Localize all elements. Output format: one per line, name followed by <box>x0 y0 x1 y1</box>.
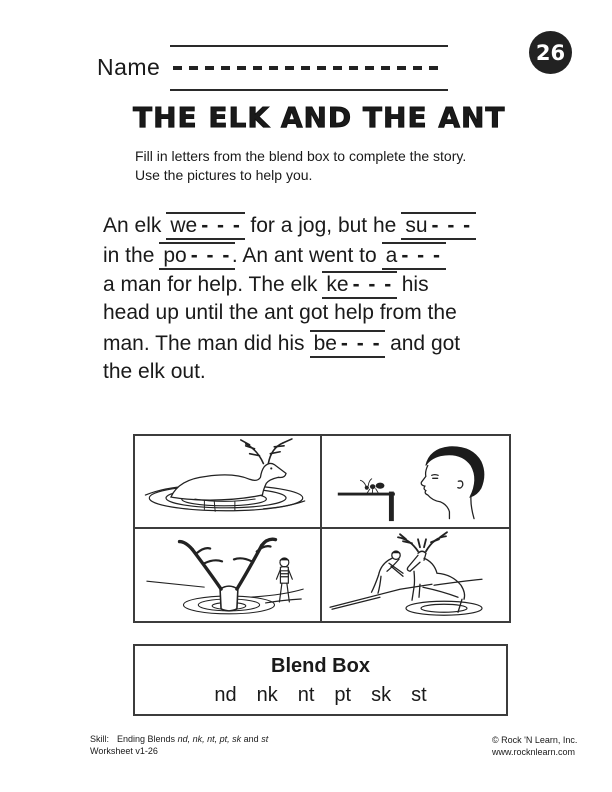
elk-swimming-illustration <box>135 436 320 527</box>
skill-blends: nd, nk, nt, pt, sk <box>177 734 242 744</box>
blend-item-nk: nk <box>256 684 278 706</box>
story-line-5 <box>103 330 563 360</box>
blend-item-nd: nd <box>214 684 237 706</box>
skill-line <box>90 734 268 746</box>
instructions-text: Fill in letters from the blend box to complete the story. Use the pictures to help you. <box>135 148 467 183</box>
blank-dashes: - - - <box>401 243 442 267</box>
blank-hint: we <box>170 214 198 237</box>
story-line-2 <box>103 242 563 272</box>
ant-and-man-illustration <box>322 436 509 527</box>
skill-last-blend: st <box>261 734 269 744</box>
fill-in-blank-kept[interactable] <box>322 271 396 299</box>
blank-hint: su <box>405 214 428 237</box>
blend-item-sk: sk <box>371 684 392 706</box>
story-line-4 <box>103 301 563 331</box>
picture-grid <box>133 434 511 623</box>
story-segment: . An ant went to <box>231 243 377 267</box>
copyright-text: © Rock 'N Learn, Inc. <box>492 735 578 745</box>
name-line-dashes <box>173 66 445 70</box>
fill-in-blank-sunk[interactable] <box>401 212 475 240</box>
blank-dashes: - - - <box>190 243 231 267</box>
blank-dashes: - - - <box>352 273 393 296</box>
blank-hint: po <box>163 243 187 267</box>
story-line-3 <box>103 271 563 301</box>
blank-hint: a <box>385 243 398 267</box>
name-write-line[interactable] <box>170 45 448 91</box>
worksheet-title: THE ELK AND THE ANT <box>133 101 506 134</box>
story-segment: head up until the ant got help from the <box>103 300 457 324</box>
blend-box-title: Blend Box <box>271 655 370 677</box>
skill-label: Skill: <box>90 734 110 744</box>
fill-in-blank-ask[interactable] <box>382 242 446 270</box>
picture-elk-antlers-above-water <box>135 529 322 622</box>
name-label: Name <box>97 54 161 80</box>
blank-hint: ke <box>326 273 349 296</box>
story-segment: his <box>401 273 429 296</box>
fill-in-blank-pond[interactable] <box>159 242 235 270</box>
footer-publisher-info <box>492 735 577 758</box>
man-helping-elk-illustration <box>322 529 509 622</box>
story-line-6 <box>103 360 563 390</box>
picture-elk-swimming-in-pond <box>135 436 322 529</box>
website-text: www.rocknlearn.com <box>492 746 576 757</box>
story-segment: in the <box>103 243 155 267</box>
blend-item-nt: nt <box>297 684 315 706</box>
story-segment: a man for help. The elk <box>103 273 318 296</box>
story-segment: An elk <box>103 214 162 237</box>
picture-ant-talking-to-man <box>322 436 509 529</box>
blend-box <box>133 644 508 716</box>
story-segment: and got <box>390 332 461 355</box>
blend-box-items <box>135 684 506 707</box>
story-segment: man. The man did his <box>103 332 305 355</box>
story-segment: for a jog, but he <box>250 214 397 237</box>
worksheet-id: Worksheet v1-26 <box>90 745 158 756</box>
blank-dashes: - - - <box>431 214 472 237</box>
story-segment: the elk out. <box>103 359 206 383</box>
skill-text: Ending Blends <box>117 734 176 744</box>
skill-and: and <box>243 734 259 744</box>
fill-in-blank-best[interactable] <box>310 330 386 358</box>
blank-dashes: - - - <box>340 332 382 355</box>
fill-in-blank-went[interactable] <box>166 212 245 240</box>
story-text <box>103 212 563 389</box>
footer-skill-info <box>90 734 268 757</box>
blank-hint: be <box>313 332 337 355</box>
story-line-1 <box>103 212 563 242</box>
page-number-badge: 26 <box>529 31 572 74</box>
antlers-in-water-illustration <box>135 529 320 622</box>
blend-item-pt: pt <box>334 684 352 706</box>
picture-man-helping-elk-out <box>322 529 509 622</box>
blend-item-st: st <box>411 684 427 706</box>
blank-dashes: - - - <box>201 214 242 237</box>
